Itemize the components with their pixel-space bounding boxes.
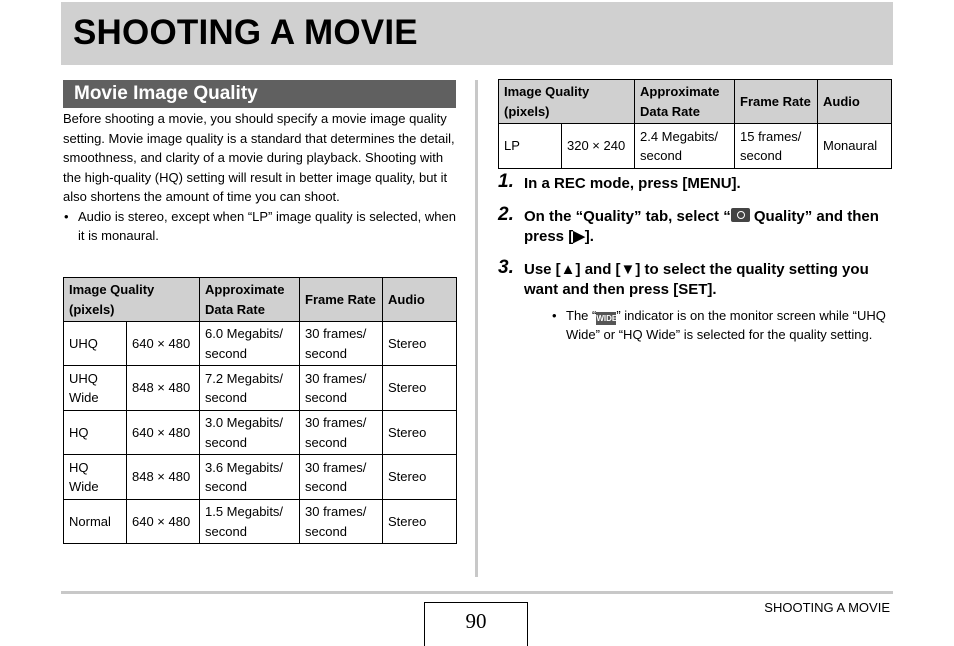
step-2 xyxy=(498,203,893,248)
cell-pixels: 640 × 480 xyxy=(127,322,200,366)
step-1 xyxy=(498,171,893,195)
cell-frame: 30 frames/ second xyxy=(300,322,383,366)
header-data-rate: Approximate Data Rate xyxy=(200,278,300,322)
intro-bullet: • Audio is stereo, except when “LP” image quality is selected, when it is monaural. xyxy=(63,207,457,246)
section-title: Movie Image Quality xyxy=(74,83,258,104)
page-number: 90 xyxy=(465,609,487,633)
header-audio: Audio xyxy=(818,80,892,124)
cell-rate: 1.5 Megabits/ second xyxy=(200,500,300,544)
footer-rule xyxy=(61,591,893,594)
intro-block xyxy=(63,109,457,246)
cell-mode: Normal xyxy=(64,500,127,544)
cell-audio: Stereo xyxy=(383,366,457,411)
cell-frame: 30 frames/ second xyxy=(300,500,383,544)
cell-frame: 15 frames/ second xyxy=(735,124,818,169)
table-header-row xyxy=(64,278,457,322)
cell-pixels: 320 × 240 xyxy=(562,124,635,169)
step-number: 3. xyxy=(498,256,514,278)
cell-rate: 3.0 Megabits/ second xyxy=(200,411,300,455)
section-heading-bar xyxy=(63,80,456,108)
cell-audio: Stereo xyxy=(383,411,457,455)
cell-rate: 7.2 Megabits/ second xyxy=(200,366,300,411)
column-divider xyxy=(475,80,478,577)
cell-rate: 6.0 Megabits/ second xyxy=(200,322,300,366)
cell-frame: 30 frames/ second xyxy=(300,366,383,411)
table-row xyxy=(64,411,457,455)
cell-mode: LP xyxy=(499,124,562,169)
cell-audio: Stereo xyxy=(383,500,457,544)
step-text: Use [▲] and [▼] to select the quality setting you want and then press [SET]. xyxy=(524,260,869,298)
cell-pixels: 640 × 480 xyxy=(127,411,200,455)
cell-audio: Stereo xyxy=(383,455,457,500)
page-number-box xyxy=(424,602,528,646)
cell-mode: HQ Wide xyxy=(64,455,127,500)
table-row xyxy=(64,455,457,500)
cell-pixels: 848 × 480 xyxy=(127,455,200,500)
footer-section-label: SHOOTING A MOVIE xyxy=(764,600,890,615)
cell-mode: HQ xyxy=(64,411,127,455)
cell-pixels: 848 × 480 xyxy=(127,366,200,411)
table-row xyxy=(64,500,457,544)
table-row xyxy=(64,322,457,366)
intro-paragraph: Before shooting a movie, you should specify a movie image quality setting. Movie image quality is a standard that determines the detail, smoothness, and clarity of a movie during playback. Shooting with the high-quality (HQ) setting will result in better image quality, but it also shortens the amount of time you can shoot. xyxy=(63,111,455,204)
cell-frame: 30 frames/ second xyxy=(300,411,383,455)
step-3 xyxy=(498,256,893,345)
cell-frame: 30 frames/ second xyxy=(300,455,383,500)
header-frame-rate: Frame Rate xyxy=(735,80,818,124)
cell-rate: 3.6 Megabits/ second xyxy=(200,455,300,500)
page-title: SHOOTING A MOVIE xyxy=(73,13,418,52)
step-text-post: Quality” and then press [▶]. xyxy=(524,207,879,245)
quality-table-right xyxy=(498,79,892,169)
step-number: 1. xyxy=(498,171,514,192)
note-text-post: ” indicator is on the monitor screen while “UHQ Wide” or “HQ Wide” is selected for the quality setting. xyxy=(566,307,886,342)
table-header-row xyxy=(499,80,892,124)
cell-audio: Monaural xyxy=(818,124,892,169)
step-number: 2. xyxy=(498,203,514,225)
steps-list xyxy=(498,171,893,357)
cell-rate: 2.4 Megabits/ second xyxy=(635,124,735,169)
page-header xyxy=(61,2,893,65)
wide-indicator-icon: WIDE xyxy=(596,313,618,323)
quality-table-left xyxy=(63,277,457,544)
header-image-quality: Image Quality (pixels) xyxy=(64,278,200,322)
cell-pixels: 640 × 480 xyxy=(127,500,200,544)
table-row xyxy=(64,366,457,411)
header-audio: Audio xyxy=(383,278,457,322)
table-row xyxy=(499,124,892,169)
header-frame-rate: Frame Rate xyxy=(300,278,383,322)
step-text-pre: On the “Quality” tab, select “ xyxy=(524,207,731,225)
header-data-rate: Approximate Data Rate xyxy=(635,80,735,124)
step-note xyxy=(550,306,893,345)
movie-quality-icon xyxy=(731,208,750,222)
cell-audio: Stereo xyxy=(383,322,457,366)
cell-mode: UHQ Wide xyxy=(64,366,127,411)
header-image-quality: Image Quality (pixels) xyxy=(499,80,635,124)
cell-mode: UHQ xyxy=(64,322,127,366)
note-text-pre: The “ xyxy=(566,307,597,323)
step-text: In a REC mode, press [MENU]. xyxy=(524,175,741,192)
